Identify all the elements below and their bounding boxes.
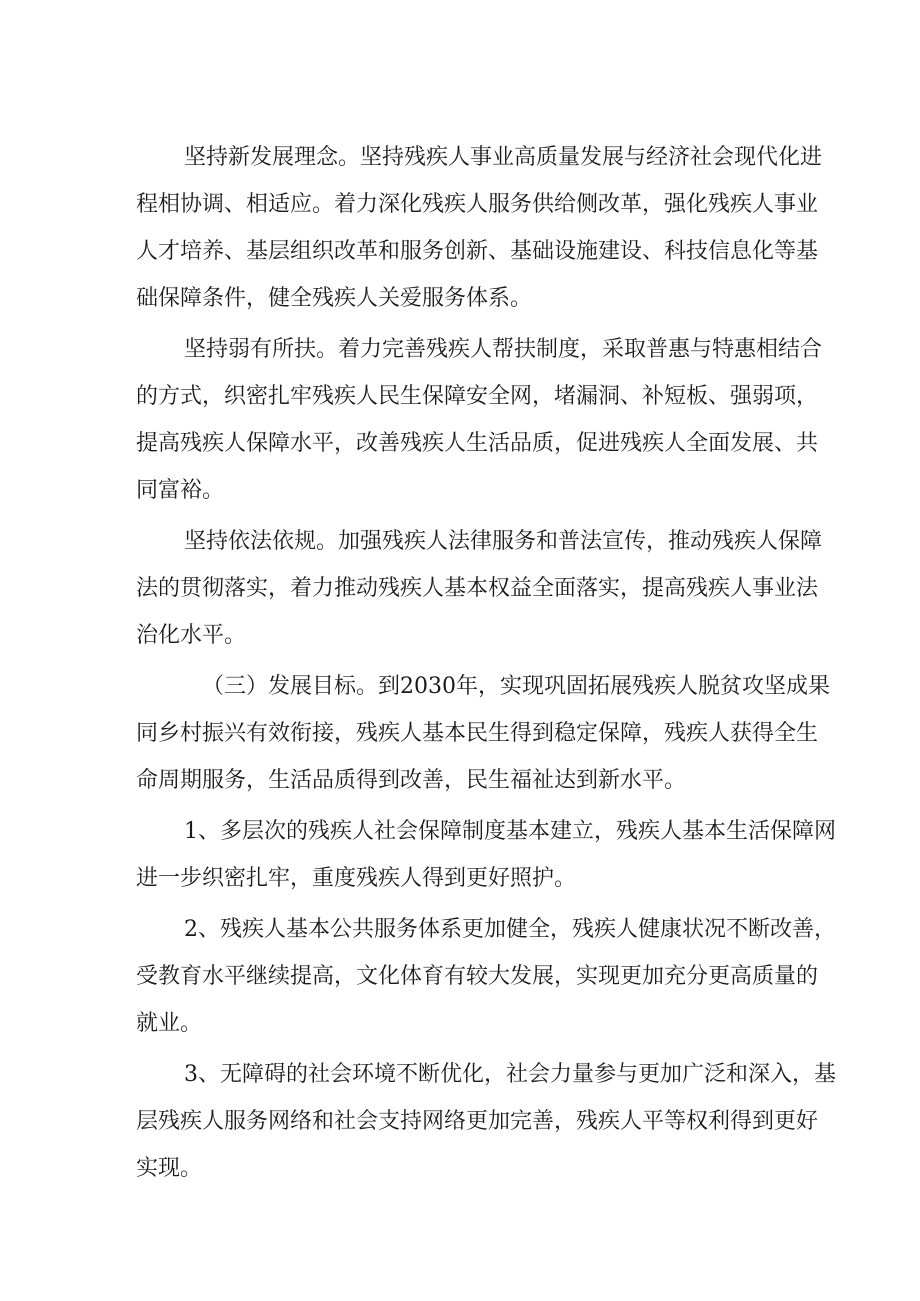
text-line: 命周期服务，生活品质得到改善，民生福祉达到新水平。 — [136, 768, 687, 793]
text-line: 坚持新发展理念。坚持残疾人事业高质量发展与经济社会现代化进 — [184, 145, 823, 170]
text-line: 治化水平。 — [136, 623, 247, 648]
text-line: 人才培养、基层组织改革和服务创新、基础设施建设、科技信息化等基 — [136, 239, 819, 264]
text-line: 3、无障碍的社会环境不断优化，社会力量参与更加广泛和深入，基 — [184, 1062, 836, 1087]
text-line: 受教育水平继续提高，文化体育有较大发展，实现更加充分更高质量的 — [136, 964, 819, 989]
text-line: 坚持弱有所扶。着力完善残疾人帮扶制度，采取普惠与特惠相结合 — [184, 337, 823, 362]
text-line: 法的贯彻落实，着力推动残疾人基本权益全面落实，提高残疾人事业法 — [136, 576, 819, 601]
text-line: 提高残疾人保障水平，改善残疾人生活品质，促进残疾人全面发展、共 — [136, 431, 819, 456]
text-line: 坚持依法依规。加强残疾人法律服务和普法宣传，推动残疾人保障 — [184, 529, 823, 554]
paragraph-goal-1 — [136, 808, 836, 902]
text-line: 同富裕。 — [136, 478, 225, 503]
text-line: （三）发展目标。到2030年，实现巩固拓展残疾人脱贫攻坚成果 — [202, 674, 830, 699]
text-line: 层残疾人服务网络和社会支持网络更加完善，残疾人平等权利得到更好 — [136, 1109, 819, 1134]
text-line: 同乡村振兴有效衔接，残疾人基本民生得到稳定保障，残疾人获得全生 — [136, 721, 819, 746]
document-body — [136, 134, 836, 1196]
text-line: 1、多层次的残疾人社会保障制度基本建立，残疾人基本生活保障网 — [184, 819, 836, 844]
text-line: 的方式，织密扎牢残疾人民生保障安全网，堵漏洞、补短板、强弱项， — [136, 384, 819, 409]
paragraph-new-development-concept — [136, 134, 823, 322]
text-line: 程相协调、相适应。着力深化残疾人服务供给侧改革，强化残疾人事业 — [136, 192, 819, 217]
paragraph-goal-2 — [136, 906, 836, 1047]
text-line: 础保障条件，健全残疾人关爱服务体系。 — [136, 286, 533, 311]
text-line: 进一步织密扎牢，重度残疾人得到更好照护。 — [136, 866, 577, 891]
text-line: 2、残疾人基本公共服务体系更加健全，残疾人健康状况不断改善， — [184, 917, 836, 942]
text-line: 实现。 — [136, 1156, 203, 1181]
text-line: 就业。 — [136, 1011, 203, 1036]
paragraph-goal-3 — [136, 1051, 836, 1192]
paragraph-development-goals — [136, 663, 830, 804]
paragraph-support-the-weak — [136, 326, 823, 514]
paragraph-rule-of-law — [136, 518, 823, 659]
